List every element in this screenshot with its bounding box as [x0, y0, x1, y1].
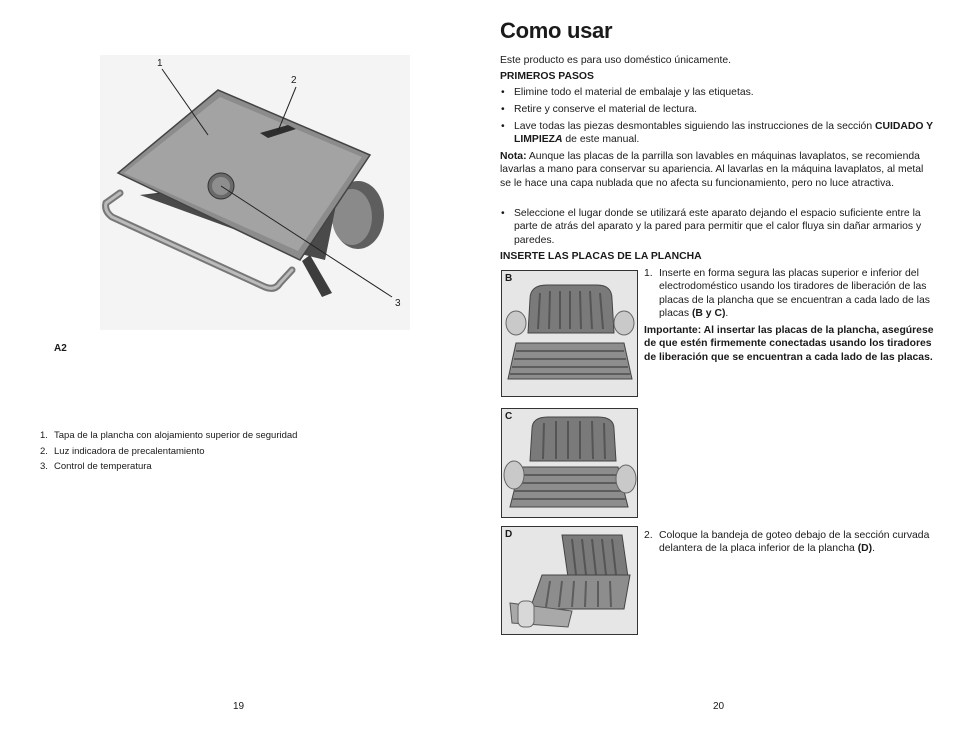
- figure-b: [501, 270, 638, 397]
- page-number: 20: [713, 701, 725, 712]
- bullet-item: • Retire y conserve el material de lectura.: [500, 103, 935, 116]
- intro-text: Este producto es para uso doméstico únicamente.: [500, 55, 732, 66]
- right-page: [477, 0, 954, 738]
- figure-d: [501, 526, 638, 635]
- figure-letter-b: B: [505, 273, 513, 284]
- bullet-item: • Lave todas las piezas desmontables siguiendo las instrucciones de la sección CUIDADO Y LIMPIEZA de este manual.: [500, 120, 935, 147]
- grill-plates-illustration: [502, 409, 637, 517]
- step-2: 2. Coloque la bandeja de goteo debajo de la sección curvada delantera de la placa inferior de la plancha (D).: [644, 530, 930, 555]
- page-number: 19: [233, 701, 245, 712]
- figure-letter-c: C: [505, 411, 513, 422]
- section-heading-first-steps: PRIMEROS PASOS: [500, 71, 594, 82]
- list-item: 2. Luz indicadora de precalentamiento: [40, 445, 205, 457]
- list-item: 1. Tapa de la plancha con alojamiento superior de seguridad: [40, 430, 298, 441]
- callout-1: 1: [157, 58, 163, 69]
- grill-plates-illustration: [502, 271, 637, 396]
- callout-2: 2: [291, 75, 297, 86]
- figure-letter-d: D: [505, 529, 513, 540]
- step-1: 1. Inserte en forma segura las placas superior e inferior del electrodoméstico usando los tiradores de liberación de las placas de la plancha que se encuentran a cada lado de las placas (B y C).: [644, 268, 930, 319]
- figure-c: [501, 408, 638, 518]
- grill-illustration: [100, 55, 410, 330]
- figure-label-a2: A2: [54, 343, 67, 354]
- callout-3: 3: [395, 298, 401, 309]
- parts-list: [40, 430, 297, 477]
- important-notice: Importante: Al insertar las placas de la plancha, asegúrese de que estén firmemente conectadas usando los tiradores de liberación que se encuentran a cada lado de las placas.: [644, 325, 934, 363]
- grill-drip-tray-illustration: [502, 527, 637, 634]
- note-paragraph: Nota: Aunque las placas de la parrilla son lavables en máquinas lavaplatos, se recomienda lavarlas a mano para conservar su apariencia. Al lavarlas en la máquina lavaplatos, al metal se le hace una capa nublada que no afecta su funcionamiento, pero no luce atractiva.: [500, 151, 924, 189]
- bullet-item: • Elimine todo el material de embalaje y las etiquetas.: [500, 86, 935, 99]
- section-heading-insert-plates: INSERTE LAS PLACAS DE LA PLANCHA: [500, 251, 702, 262]
- list-item: 3. Control de temperatura: [40, 461, 152, 472]
- bullet-item: • Seleccione el lugar donde se utilizará este aparato dejando el espacio suficiente entre la parte de atrás del aparato y la pared para permitir que el calor fluya sin dañar armarios y paredes.: [500, 207, 935, 247]
- page-title: Como usar: [500, 18, 613, 43]
